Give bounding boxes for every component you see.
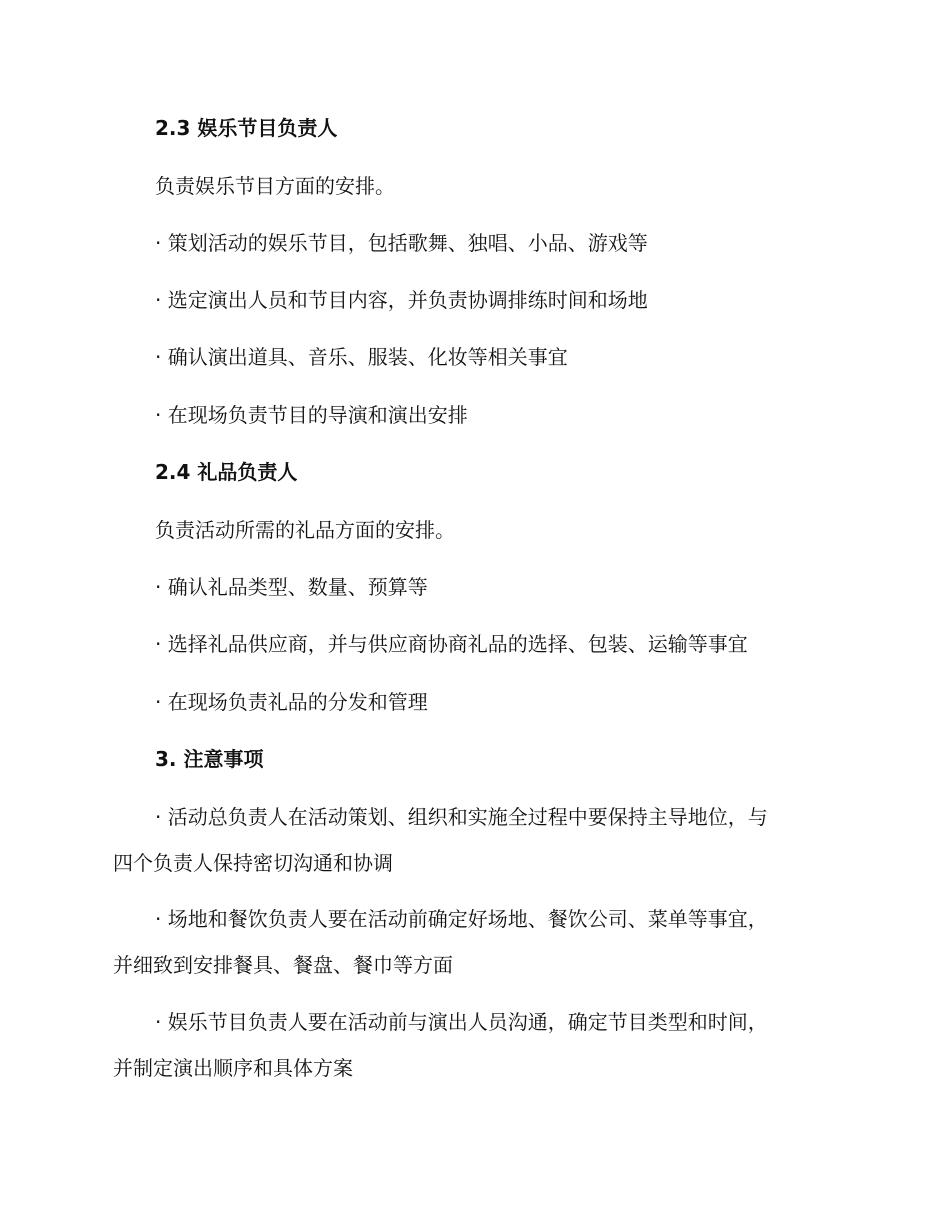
section-heading-3: 3. 注意事项 (155, 747, 264, 771)
bullet-item: · 选定演出人员和节目内容，并负责协调排练时间和场地 (155, 288, 648, 312)
notice-paragraph (113, 896, 833, 988)
paragraph-line: · 娱乐节目负责人要在活动前与演出人员沟通，确定节目类型和时间， (155, 1010, 768, 1034)
paragraph-line: 四个负责人保持密切沟通和协调 (113, 851, 393, 875)
paragraph-line: · 活动总负责人在活动策划、组织和实施全过程中要保持主导地位，与 (155, 805, 768, 829)
bullet-item: · 在现场负责礼品的分发和管理 (155, 690, 428, 714)
bullet-item: · 确认礼品类型、数量、预算等 (155, 575, 428, 599)
section-intro-2-4: 负责活动所需的礼品方面的安排。 (155, 518, 455, 542)
notice-paragraph (113, 794, 833, 886)
paragraph-line: · 场地和餐饮负责人要在活动前确定好场地、餐饮公司、菜单等事宜， (155, 907, 768, 931)
notice-paragraph (113, 999, 833, 1091)
bullet-item: · 在现场负责节目的导演和演出安排 (155, 403, 468, 427)
bullet-item: · 策划活动的娱乐节目，包括歌舞、独唱、小品、游戏等 (155, 231, 648, 255)
section-intro-2-3: 负责娱乐节目方面的安排。 (155, 174, 395, 198)
section-heading-2-3: 2.3 娱乐节目负责人 (155, 116, 338, 140)
bullet-item: · 确认演出道具、音乐、服装、化妆等相关事宜 (155, 345, 568, 369)
bullet-item: · 选择礼品供应商，并与供应商协商礼品的选择、包装、运输等事宜 (155, 632, 748, 656)
paragraph-line: 并制定演出顺序和具体方案 (113, 1056, 353, 1080)
section-heading-2-4: 2.4 礼品负责人 (155, 460, 298, 484)
paragraph-line: 并细致到安排餐具、餐盘、餐巾等方面 (113, 953, 453, 977)
